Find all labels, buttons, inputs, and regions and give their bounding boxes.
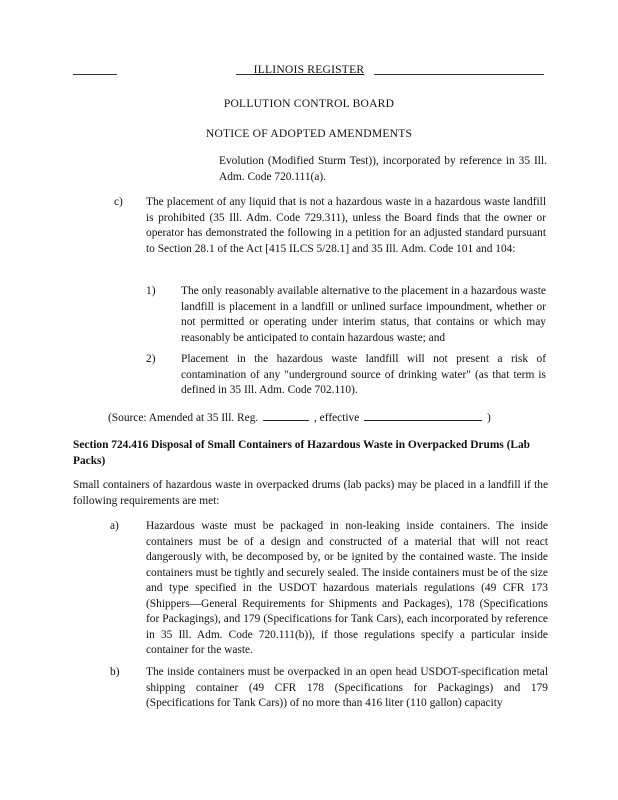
section-heading: Section 724.416 Disposal of Small Containers of Hazardous Waste in Overpacked Drums (Lab Packs) xyxy=(73,439,531,467)
item-1-label: 1) xyxy=(146,285,156,297)
register-title: ILLINOIS REGISTER xyxy=(253,63,365,76)
item-b-text: The inside containers must be overpacked in an open head USDOT-specification metal shipping container (49 CFR 178 (Specifications for Packagings) and 179 (Specifications for Tank Cars)) of no more than 416 liter (110 gallon) capacity xyxy=(146,666,548,709)
source-note-suffix: ) xyxy=(487,412,491,424)
subsection-c-label: c) xyxy=(114,196,123,208)
agency-name: POLLUTION CONTROL BOARD xyxy=(223,97,395,110)
item-b-label: b) xyxy=(110,666,120,678)
item-a-text: Hazardous waste must be packaged in non-leaking inside containers. The inside containers must be of a design and constructed of a material that will not react dangerously with, be decomposed by, or be ignited by the contained waste. The inside containers must be tightly and securely sealed. The inside containers must be of the size and type specified in the USDOT hazardous materials regulations (49 CFR 173 (Shippers—General Requirements for Shipments and Packages), 178 (Specifications for Packagings), and 179 (Specifications for Tank Cars), each incorporated by reference in 35 Ill. Adm. Code 720.111(b)), if those regulations specify a particular inside container for the waste. xyxy=(146,520,548,656)
item-a-label: a) xyxy=(110,520,119,532)
subsection-c-text: The placement of any liquid that is not a hazardous waste in a hazardous waste landfill is prohibited (35 Ill. Adm. Code 729.311), unless the Board finds that the owner or operator has demonstrated the following in a petition for an adjusted standard pursuant to Section 28.1 of the Act [415 ILCS 5/28.1] and 35 Ill. Adm. Code 101 and 104: xyxy=(146,196,546,255)
volume-blank xyxy=(263,409,309,421)
notice-title: NOTICE OF ADOPTED AMENDMENTS xyxy=(205,127,413,140)
item-2-text: Placement in the hazardous waste landfill will not present a risk of contamination of any "underground source of drinking water" (as that term is defined in 35 Ill. Adm. Code 702.110). xyxy=(181,353,546,396)
item-2-label: 2) xyxy=(146,353,156,365)
item-1-text: The only reasonably available alternative to the placement in a hazardous waste landfill is placement in a landfill or unlined surface impoundment, whether or not permitted or operating under interim status, that contains or which may reasonably be anticipated to contain hazardous waste; and xyxy=(181,285,546,344)
section-intro: Small containers of hazardous waste in overpacked drums (lab packs) may be placed in a landfill if the following requirements are met: xyxy=(73,479,548,507)
source-note xyxy=(108,409,548,427)
effective-date-blank xyxy=(364,409,482,421)
continuation-text: Evolution (Modified Sturm Test)), incorporated by reference in 35 Ill. Adm. Code 720.111(a). xyxy=(219,155,547,183)
source-note-prefix: (Source: Amended at 35 Ill. Reg. xyxy=(108,412,259,424)
source-note-middle: , effective xyxy=(313,412,360,424)
